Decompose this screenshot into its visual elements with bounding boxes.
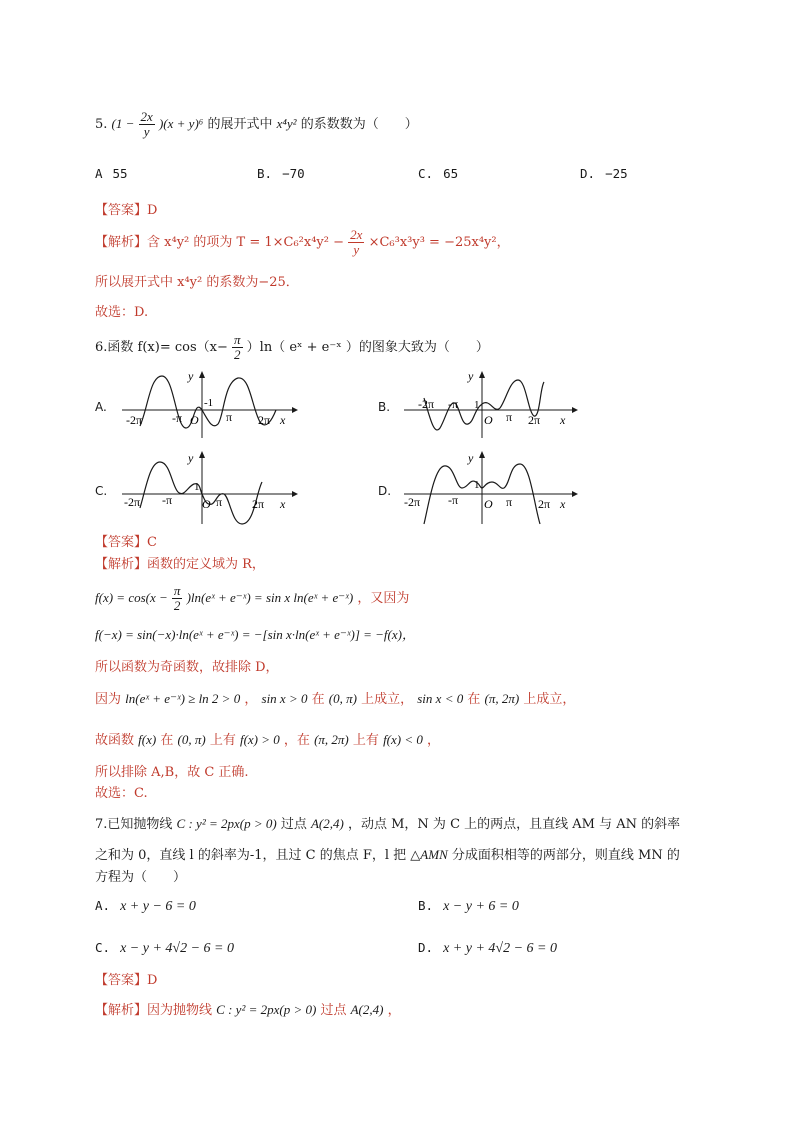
q5-option-d-letter: D.: [580, 166, 596, 181]
q5-conclusion: 故选：D.: [95, 305, 149, 320]
q6-graph-b-origin: O: [484, 413, 493, 427]
q7-answer-label: 【答案】: [95, 973, 148, 988]
q7-stem-1e: ，动点 M，N 为 C 上的两点，且直线 AM 与 AN 的斜率: [347, 817, 681, 832]
q7-analysis-1c: 过点: [320, 1003, 347, 1018]
q6-graph-d-2pi: 2π: [538, 497, 551, 511]
q5-analysis-1: 含 x⁴y² 的项为 T = 1×C₆²x⁴y² −: [147, 235, 344, 250]
q7-option-a-text: x + y − 6 = 0: [120, 899, 196, 914]
q5-analysis-line2: 所以展开式中 x⁴y² 的系数为−25．: [95, 275, 299, 290]
q7-stem-1c: 过点: [280, 817, 307, 832]
q6-graph-d-origin: O: [484, 497, 493, 511]
q7-option-d: [418, 940, 557, 957]
q6-analysis-6k: ，: [427, 733, 441, 748]
q6-analysis-6g: ，在: [283, 733, 310, 748]
q6-graph-b-pi: π: [506, 410, 513, 424]
q6-analysis-2b: )ln(eˣ + e⁻ˣ) = sin x ln(eˣ + e⁻ˣ): [186, 590, 354, 605]
q5-option-a-text: 55: [112, 166, 128, 181]
q5-option-b-text: −70: [282, 166, 305, 181]
q5-analysis-1-tail: ×C₆³x³y³ = −25x⁴y²，: [368, 235, 510, 250]
q7-stem-line2: [95, 846, 680, 865]
q6-graph-b[interactable]: [400, 368, 580, 438]
q6-analysis-line3: f(−x) = sin(−x)·ln(eˣ + e⁻ˣ) = −[sin x·ln(eˣ + e⁻ˣ)] = −f(x)，: [95, 627, 415, 642]
q7-answer-value: D: [147, 973, 158, 988]
q5-option-b-letter: B.: [257, 166, 273, 181]
q5-number: 5.: [95, 117, 108, 132]
q7-option-b-text: x − y + 6 = 0: [443, 899, 519, 914]
q7-analysis-1e: ，: [387, 1003, 401, 1018]
q6-analysis-6c: 在: [160, 733, 174, 748]
q6-analysis-label: 【解析】: [95, 557, 148, 572]
q6-analysis-5h: sin x < 0: [417, 691, 464, 706]
q6-graph-a-neg2pi: -2π: [126, 413, 143, 427]
q6-graph-b-one: 1: [474, 399, 480, 411]
q6-analysis-2c: ，又因为: [357, 591, 410, 606]
q6-graph-d-pi: π: [506, 495, 513, 509]
q6-graph-c-2pi: 2π: [252, 497, 265, 511]
q6-graph-d-label: D.: [378, 484, 392, 498]
q6-analysis-5a: 因为: [95, 692, 122, 707]
q7-option-b: [418, 898, 519, 915]
q5-analysis-line1: [95, 228, 510, 257]
q6-analysis-5k: 上成立，: [523, 692, 576, 707]
q5-analysis-fraction: [348, 228, 364, 257]
q7-analysis-1d: A(2,4): [350, 1002, 384, 1017]
q6-analysis-6e: 上有: [209, 733, 236, 748]
q6-graph-a-x: x: [280, 413, 286, 427]
q6-graph-d-y: y: [468, 451, 474, 465]
q5-option-c-text: 65: [443, 166, 459, 181]
q7-option-c-letter: C.: [95, 940, 111, 955]
q6-analysis-6h: (π, 2π): [314, 732, 349, 747]
q5-expr-tail: )(x + y)⁶: [158, 116, 204, 131]
q6-graph-d-x: x: [560, 497, 566, 511]
q6-analysis-frac-num: π: [173, 583, 181, 598]
q6-analysis-6d: (0, π): [177, 732, 206, 747]
q6-analysis-line7: 所以排除 A,B，故 C 正确.: [95, 765, 249, 780]
q5-answer-label: 【答案】: [95, 203, 148, 218]
q7-stem-1a: 7.已知抛物线: [95, 817, 173, 832]
q6-graph-a-negpi: -π: [172, 411, 183, 425]
q6-analysis-6i: 上有: [352, 733, 379, 748]
q5-stem: [95, 110, 418, 139]
q6-stem-frac-den: 2: [234, 347, 241, 362]
q7-stem-line3: 方程为（ ）: [95, 870, 187, 885]
q7-option-a-letter: A.: [95, 898, 111, 913]
q6-conclusion: 故选：C.: [95, 786, 148, 801]
q6-analysis-line2: [95, 584, 409, 613]
q6-graph-c[interactable]: [120, 448, 300, 526]
q7-stem-1d: A(2,4): [310, 816, 344, 831]
q5-term: x⁴y²: [276, 116, 297, 131]
q5-stem-end: 的系数数为（ ）: [300, 117, 418, 132]
q7-option-b-letter: B.: [418, 898, 434, 913]
q6-graph-c-neg2pi: -2π: [124, 495, 141, 509]
q7-stem-2a: 之和为 0，直线 l 的斜率为-1，且过 C 的焦点 F，l 把: [95, 848, 407, 863]
q7-stem-2c: 分成面积相等的两部分，则直线 MN 的: [451, 848, 680, 863]
q6-graph-c-one: 1: [194, 481, 200, 493]
q6-graph-a-pi: π: [226, 410, 233, 424]
q7-answer: [95, 972, 157, 990]
q6-graph-b-negpi: -π: [448, 397, 459, 411]
q6-graph-b-neg2pi: -2π: [418, 397, 435, 411]
q6-analysis-5c: ，: [244, 692, 258, 707]
q6-graph-b-y: y: [468, 369, 474, 383]
q7-analysis-line1: [95, 1001, 401, 1020]
q6-analysis-fraction: [172, 584, 183, 613]
q6-stem-b: ）ln（ eˣ + e⁻ˣ ）的图象大致为（ ）: [246, 340, 489, 355]
q7-option-c: [95, 940, 234, 957]
q6-answer: [95, 534, 157, 552]
q6-analysis-5i: 在: [467, 692, 481, 707]
q6-answer-value: C: [147, 535, 157, 550]
q6-analysis-6b: f(x): [138, 732, 157, 747]
q5-answer-value: D: [147, 203, 158, 218]
q6-stem: [95, 333, 489, 362]
q7-analysis-1b: C : y² = 2px(p > 0): [216, 1002, 317, 1017]
q6-graph-a[interactable]: [120, 368, 300, 438]
q7-stem-2b: △AMN: [410, 847, 448, 862]
q5-analysis-frac-den: y: [353, 242, 360, 257]
q7-stem-line1: [95, 815, 680, 834]
q5-stem-text: 的展开式中: [207, 117, 273, 132]
q6-analysis-frac-den: 2: [173, 598, 181, 613]
q6-analysis-5d: sin x > 0: [261, 691, 308, 706]
q5-option-d: [580, 166, 628, 181]
q6-graph-b-x: x: [560, 413, 566, 427]
q6-analysis-line4: 所以函数为奇函数，故排除 D，: [95, 660, 279, 675]
q7-analysis-1a: 因为抛物线: [147, 1003, 213, 1018]
q6-graph-a-y: y: [188, 369, 194, 383]
q6-stem-fraction: [232, 333, 243, 362]
q5-option-b: [257, 166, 305, 181]
q6-graph-a-label: A.: [95, 400, 107, 414]
q5-option-a: [95, 166, 128, 181]
q7-option-c-text: x − y + 4√2 − 6 = 0: [120, 941, 234, 956]
q5-option-c: [418, 166, 458, 181]
q7-stem-1b: C : y² = 2px(p > 0): [176, 816, 277, 831]
q5-option-c-letter: C.: [418, 166, 434, 181]
q6-analysis-6a: 故函数: [95, 733, 135, 748]
q7-option-a: [95, 898, 196, 915]
q5-option-a-letter: A: [95, 166, 103, 181]
q6-analysis-5f: (0, π): [328, 691, 357, 706]
q6-analysis-2a: f(x) = cos(x −: [95, 590, 168, 605]
q6-graph-c-y: y: [188, 451, 194, 465]
q5-analysis-frac-num: 2x: [350, 227, 363, 242]
q5-frac-den: y: [143, 124, 150, 139]
q7-option-d-letter: D.: [418, 940, 434, 955]
q6-analysis-line1: [95, 556, 265, 574]
q6-analysis-5b: ln(eˣ + e⁻ˣ) ≥ ln 2 > 0: [125, 691, 241, 706]
q5-fraction: [139, 110, 155, 139]
q5-expr-head: (1 −: [111, 116, 135, 131]
q6-analysis-1: 函数的定义域为 R，: [147, 557, 265, 572]
q6-analysis-6f: f(x) > 0: [239, 732, 280, 747]
q5-analysis-label: 【解析】: [95, 235, 148, 250]
q6-graph-d-negpi: -π: [448, 493, 459, 507]
q5-frac-num: 2x: [140, 109, 153, 124]
q6-graph-c-negpi: -π: [162, 493, 173, 507]
q6-stem-frac-num: π: [234, 332, 241, 347]
q6-graph-c-x: x: [280, 497, 286, 511]
q7-option-d-text: x + y + 4√2 − 6 = 0: [443, 941, 557, 956]
q6-graph-c-pi: π: [216, 495, 223, 509]
q6-graph-c-label: C.: [95, 484, 108, 498]
q6-graph-a-origin: O: [190, 413, 199, 427]
q6-analysis-6j: f(x) < 0: [383, 732, 423, 747]
q6-graph-a-2pi: 2π: [258, 413, 271, 427]
q7-analysis-label: 【解析】: [95, 1003, 148, 1018]
q6-analysis-line5: [95, 690, 575, 709]
q6-analysis-5e: 在: [311, 692, 325, 707]
q5-answer: [95, 202, 157, 220]
q6-analysis-line6: [95, 731, 440, 750]
q6-graph-b-2pi: 2π: [528, 413, 541, 427]
q6-graph-d[interactable]: [400, 448, 580, 526]
q6-graph-c-origin: O: [202, 497, 211, 511]
q5-option-d-text: −25: [605, 166, 628, 181]
q6-graph-a-neg1: -1: [204, 397, 214, 409]
q6-answer-label: 【答案】: [95, 535, 148, 550]
q6-graph-d-neg2pi: -2π: [404, 495, 421, 509]
q6-analysis-5j: (π, 2π): [484, 691, 520, 706]
q6-graph-b-label: B.: [378, 400, 391, 414]
q6-graph-d-one: 1: [474, 479, 480, 491]
q6-analysis-5g: 上成立，: [361, 692, 414, 707]
q6-stem-a: 6.函数 f(x)= cos（x−: [95, 340, 228, 355]
